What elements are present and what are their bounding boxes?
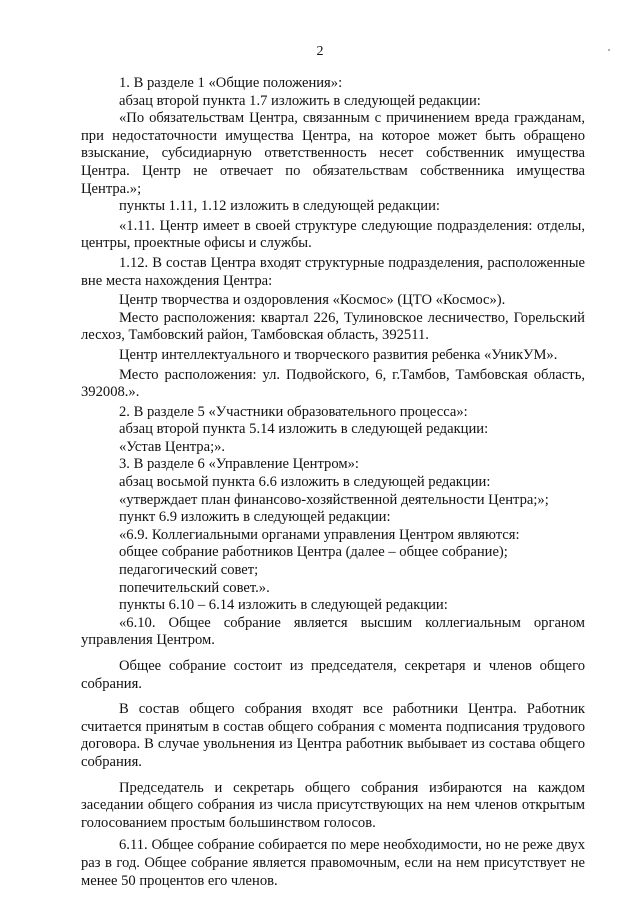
- paragraph-section-2-heading: 2. В разделе 5 «Участники образовательного процесса»:: [119, 403, 468, 420]
- paragraph: пункты 1.11, 1.12 изложить в следующей редакции:: [119, 198, 440, 215]
- paragraph: попечительский совет.».: [119, 579, 270, 596]
- paragraph: абзац восьмой пункта 6.6 изложить в следующей редакции:: [119, 474, 491, 491]
- paragraph-section-1-heading: 1. В разделе 1 «Общие положения»:: [119, 75, 343, 91]
- paragraph: общее собрание работников Центра (далее – общее собрание);: [119, 544, 508, 561]
- paragraph: пункт 6.9 изложить в следующей редакции:: [119, 509, 391, 526]
- paragraph: абзац второй пункта 1.7 изложить в следующей редакции:: [119, 92, 481, 109]
- page-number: 2: [316, 44, 324, 59]
- paragraph: «По обязательствам Центра, связанным с причинением вреда гражданам, при недостаточности имущества Центра, на которое может быть обращено взыскание, субсидиарную ответственность несет собственник имущества Центра. Центр не отвечает по обязательствам собственника имущества Центра.»;: [81, 110, 585, 197]
- paragraph: «6.9. Коллегиальными органами управления Центром являются:: [119, 526, 520, 543]
- paragraph: пункты 6.10 – 6.14 изложить в следующей редакции:: [119, 597, 448, 614]
- paragraph: 6.11. Общее собрание собирается по мере необходимости, но не реже двух раз в год. Общее собрание является правомочным, если на нем присутствует не менее 50 процентов его членов.: [81, 837, 585, 889]
- paragraph: Общее собрание состоит из председателя, секретаря и членов общего собрания.: [81, 658, 585, 692]
- paragraph: В состав общего собрания входят все работники Центра. Работник считается принятым в состав общего собрания с момента подписания трудового договора. В случае увольнения из Центра работник выбывает из состава общего собрания.: [81, 701, 585, 770]
- paragraph: Центр интеллектуального и творческого развития ребенка «УникУМ».: [119, 346, 558, 363]
- paragraph: «Устав Центра;».: [119, 438, 226, 455]
- paragraph: Центр творчества и оздоровления «Космос» (ЦТО «Космос»).: [119, 292, 506, 309]
- paragraph: Председатель и секретарь общего собрания избираются на каждом заседании общего собрания из числа присутствующих на нем членов открытым голосованием простым большинством голосов.: [81, 779, 585, 831]
- paragraph: «1.11. Центр имеет в своей структуре следующие подразделения: отделы, центры, проектные офисы и службы.: [81, 217, 585, 252]
- paragraph: «6.10. Общее собрание является высшим коллегиальным органом управления Центром.: [81, 614, 585, 649]
- paragraph: 1.12. В состав Центра входят структурные подразделения, расположенные вне места нахождения Центра:: [81, 254, 585, 289]
- paragraph: абзац второй пункта 5.14 изложить в следующей редакции:: [119, 421, 489, 438]
- document-body: [81, 75, 585, 890]
- paragraph-section-3-heading: 3. В разделе 6 «Управление Центром»:: [119, 456, 359, 473]
- paragraph: «утверждает план финансово-хозяйственной деятельности Центра;»;: [119, 491, 549, 508]
- paragraph: педагогический совет;: [119, 562, 259, 579]
- paragraph: Место расположения: ул. Подвойского, 6, г.Тамбов, Тамбовская область, 392008.».: [81, 366, 585, 401]
- paragraph: Место расположения: квартал 226, Тулиновское лесничество, Горельский лесхоз, Тамбовский район, Тамбовская область, 392511.: [81, 309, 585, 344]
